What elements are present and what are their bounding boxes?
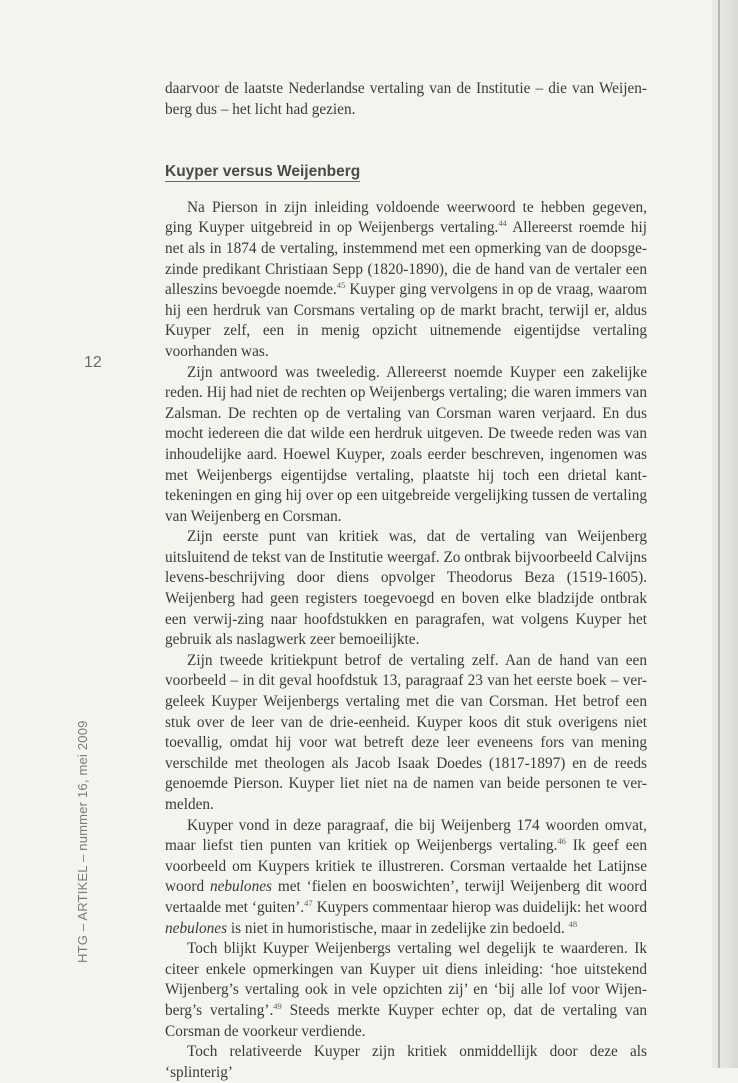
body-paragraph-p2: Zijn antwoord was tweeledig. Allereerst noemde Kuyper een zakelijke reden. Hij had niet de rechten op Weijenbergs vertaling; die waren immers van Zalsman. De rechten op de vertaling van Corsman waren verjaard. En dus mocht iedereen die dat wilde een herdruk uitgeven. De tweede reden was van inhoudelijke aard. Hoewel Kuyper, zoals eerder beschreven, ingenomen was met Weijenbergs eigentijdse vertaling, plaatste hij toch een drietal kant-tekeningen en ging hij over op een uitgebreide vergelijking tussen de vertaling van Weijenberg en Corsman. — [165, 363, 647, 525]
footnote-marker[interactable]: 49 — [273, 1000, 282, 1011]
section-heading — [165, 120, 647, 198]
page-edge-shadow — [712, 0, 738, 1068]
footnote-marker[interactable]: 46 — [557, 836, 566, 847]
body-paragraph-p5: Kuyper vond in deze paragraaf, die bij Weijenberg 174 woorden omvat, maar liefst tien punten van kritiek op Weijenbergs vertaling.$^{46}$ Ik geef een voorbeeld om Kuypers kritiek te illustreren. Corsman vertaalde het Latijnse woord nebulones met ‘fielen en booswichten’, terwijl Weijenberg dit woord vertaalde met ‘guiten’.$^{47}$ Kuypers commentaar hierop was duidelijk: het woord nebulones is niet in humoristische, maar in zedelijke zin bedoeld. $^{48}$ — [165, 816, 647, 937]
body-paragraph-p7: Toch relativeerde Kuyper zijn kritiek onmiddellijk door deze als ‘splinterig’ — [165, 1043, 647, 1081]
body-paragraph-p1: Na Pierson in zijn inleiding voldoende weerwoord te hebben gegeven, ging Kuyper uitgebreid in op Weijenbergs vertaling.$^{44}$ Allereerst roemde hij net als in 1874 de vertaling, instemmend met een opmerking van de doopsge-zinde predikant Christiaan Sepp (1820-1890), die de hand van de vertaler een alleszins bevoegde noemde.$^{45}$ Kuyper ging vervolgens in op de vraag, waarom hij een herdruk van Corsmans vertaling op de markt bracht, terwijl er, aldus Kuyper zelf, een in menig opzicht uitnemende eigentijdse vertaling voorhanden was. — [165, 198, 647, 360]
body-paragraph-p4: Zijn tweede kritiekpunt betrof de vertaling zelf. Aan de hand van een voorbeeld – in dit geval hoofdstuk 13, paragraaf 23 van het eerste boek – ver-geleek Kuyper Weijenbergs vertaling met die van Corsman. Het betrof een stuk over de leer van de drie-eenheid. Kuyper koos dit stuk overigens niet toevallig, omdat hij voor wat betreft deze leer eveneens fors van mening verschilde met theologen als Jacob Isaak Doedes (1817-1897) en de reeds genoemde Pierson. Kuyper liet niet na de namen van beide personen te ver-melden. — [165, 651, 647, 813]
footnote-marker[interactable]: 45 — [336, 280, 346, 291]
page-number: 12 — [84, 354, 102, 371]
latin-term: nebulones — [165, 919, 228, 937]
body-paragraphs — [165, 198, 647, 1083]
footnote-marker[interactable]: 47 — [304, 897, 313, 908]
article-text-column — [165, 79, 647, 1083]
running-footer: HTG – ARTIKEL – nummer 16, mei 2009 — [75, 720, 90, 963]
latin-term: nebulones — [209, 878, 272, 896]
page-binding-line — [718, 0, 720, 1068]
section-heading-text: Kuyper versus Weijenberg — [165, 163, 361, 181]
body-paragraph-p6: Toch blijkt Kuyper Weijenbergs vertaling wel degelijk te waarderen. Ik citeer enkele opmerkingen van Kuyper uit diens inleiding: ‘hoe uitstekend Wijenberg’s vertaling ook in vele opzichten zij’ en ‘bij alle lof voor Wijen-berg’s vertaling’.$^{49}$ Steeds merkte Kuyper echter op, dat de vertaling van Corsman de voorkeur verdiende. — [165, 940, 648, 1040]
footnote-marker[interactable]: 44 — [498, 218, 507, 229]
body-paragraph-p3: Zijn eerste punt van kritiek was, dat de vertaling van Weijenberg uitsluitend de tekst van de Institutie weergaf. Zo ontbrak bijvoorbeeld Calvijns levens-beschrijving door diens opvolger Theodorus Beza (1519-1605). Weijenberg had geen registers toegevoegd en boven elke bladzijde ontbrak een verwij-zing naar hoofdstukken en paragrafen, wat volgens Kuyper het gebruik als naslagwerk zeer bemoeilijkte. — [165, 528, 647, 649]
intro-paragraph: daarvoor de laatste Nederlandse vertaling van de Institutie – die van Weijen-berg dus – het licht had gezien. — [165, 80, 647, 118]
footnote-marker[interactable]: 48 — [568, 918, 578, 929]
